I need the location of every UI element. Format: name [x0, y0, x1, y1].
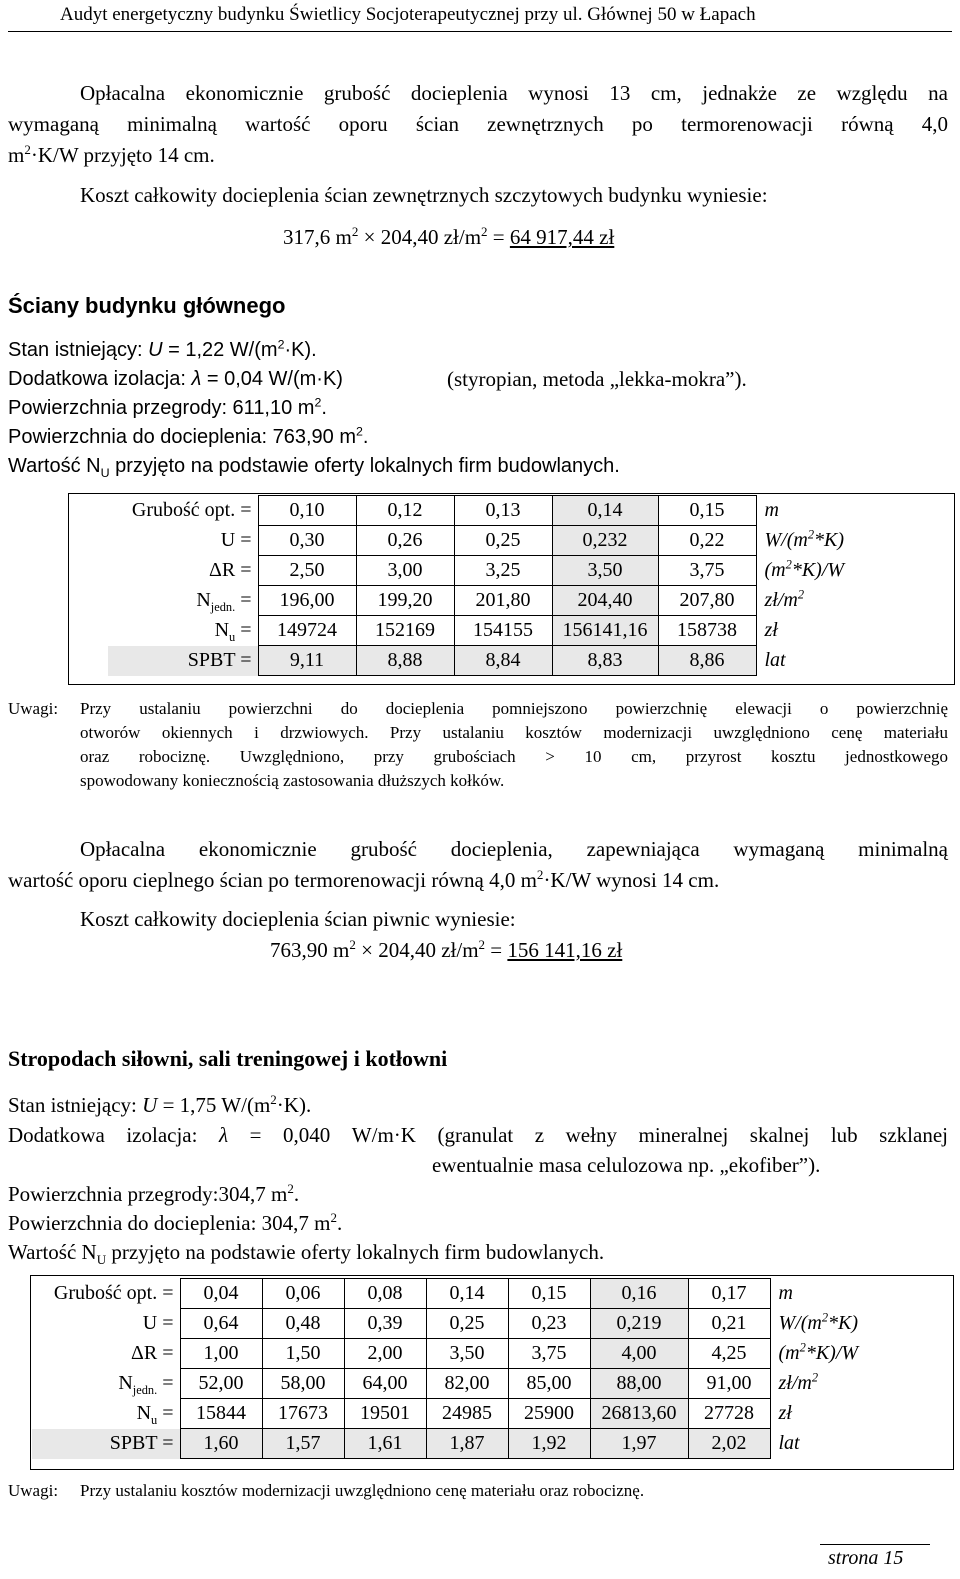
- table-cell: 0,16: [590, 1279, 688, 1309]
- row-unit: zł: [764, 619, 778, 641]
- table-cell: 0,25: [426, 1309, 508, 1339]
- table-cell: 204,40: [552, 586, 658, 616]
- insulation-method: (styropian, metoda „lekka-mokra”).: [447, 367, 747, 391]
- note-line: oraz robociznę. Uwzględniono, przy grubościach > 10 cm, przyrost kosztu jednostkowego: [80, 747, 948, 766]
- row-label: $N_u$ =: [136, 1402, 174, 1427]
- additional-insulation: Dodatkowa izolacja: λ = 0,04 W/(m·K): [8, 368, 343, 390]
- table-cell: 0,26: [356, 526, 454, 556]
- table-cell: 154155: [454, 616, 552, 646]
- table-cell: 0,23: [508, 1309, 590, 1339]
- table-cell: 3,75: [658, 556, 756, 586]
- table-cell: 207,80: [658, 586, 756, 616]
- table-cell: 149724: [258, 616, 356, 646]
- row-unit: lat: [778, 1432, 800, 1454]
- table-cell: 0,13: [454, 496, 552, 526]
- insulation-area: Powierzchnia do docieplenia: 763,90 $m^2$.: [8, 424, 369, 448]
- table-cell: 0,10: [258, 496, 356, 526]
- table-cell: 196,00: [258, 586, 356, 616]
- table-cell: 1,92: [508, 1429, 590, 1459]
- header-rule: [8, 31, 952, 32]
- table-cell: 1,97: [590, 1429, 688, 1459]
- table-cell: 0,14: [426, 1279, 508, 1309]
- note-label: Uwagi:: [8, 699, 59, 718]
- table-cell: 0,17: [688, 1279, 770, 1309]
- cost-formula: 317,6 $m^2 \times 204,40$ $zł/m^2 = 64$ 917,44 zł: [283, 224, 615, 249]
- section-heading: Stropodach siłowni, sali treningowej i kotłowni: [8, 1046, 448, 1071]
- table-cell: 0,06: [262, 1279, 344, 1309]
- table-row: [32, 1309, 880, 1339]
- paragraph-line: Koszt całkowity docieplenia ścian zewnętrznych szczytowych budynku wyniesie:: [80, 183, 768, 207]
- table-cell: 0,39: [344, 1309, 426, 1339]
- table-cell: 0,30: [258, 526, 356, 556]
- row-label: SPBT =: [32, 1429, 180, 1459]
- page-number: strona 15: [828, 1547, 904, 1569]
- table-cell: 52,00: [180, 1369, 262, 1399]
- table-cell: 64,00: [344, 1369, 426, 1399]
- thickness-table-walls: [108, 495, 872, 676]
- table-cell: 25900: [508, 1399, 590, 1429]
- row-label: $N_u$ =: [214, 619, 252, 644]
- table-cell: 156141,16: [552, 616, 658, 646]
- table-row: [108, 496, 872, 526]
- table-row: [108, 526, 872, 556]
- table-row: [32, 1429, 880, 1459]
- table-cell: 82,00: [426, 1369, 508, 1399]
- table-cell: 152169: [356, 616, 454, 646]
- note-line: Przy ustalaniu kosztów modernizacji uwzględniono cenę materiału oraz robociznę.: [80, 1481, 645, 1500]
- table-cell: 1,60: [180, 1429, 262, 1459]
- partition-area: Powierzchnia przegrody: 611,10 $m^2$.: [8, 395, 327, 419]
- table-cell: 1,50: [262, 1339, 344, 1369]
- table-cell: 4,00: [590, 1339, 688, 1369]
- table-cell: 3,25: [454, 556, 552, 586]
- table-cell: 9,11: [258, 646, 356, 676]
- table-row: [108, 586, 872, 616]
- table-cell: 0,14: [552, 496, 658, 526]
- insulation-area: Powierzchnia do docieplenia: 304,7 $m^2$.: [8, 1210, 343, 1235]
- paragraph-line: wartość oporu cieplnego ścian po termorenowacji równą 4,0 $m^2\cdot K/W$ wynosi 14 cm.: [8, 867, 720, 892]
- note-line: spowodowany koniecznością zastosowania dłuższych kołków.: [80, 771, 505, 790]
- table-cell: 27728: [688, 1399, 770, 1429]
- table-cell: 17673: [262, 1399, 344, 1429]
- table-cell: 0,232: [552, 526, 658, 556]
- row-unit: lat: [764, 649, 786, 671]
- table-cell: 3,00: [356, 556, 454, 586]
- table-cell: 1,87: [426, 1429, 508, 1459]
- table-cell: 1,00: [180, 1339, 262, 1369]
- row-label: U =: [142, 1312, 174, 1334]
- table-cell: 24985: [426, 1399, 508, 1429]
- row-unit: $W/(m^2*K)$: [778, 1310, 859, 1334]
- thickness-table-roof: [32, 1278, 880, 1459]
- note-label: Uwagi:: [8, 1481, 59, 1500]
- table-cell: 3,75: [508, 1339, 590, 1369]
- existing-state: Stan istniejący: U = 1,75 $W/(m^2\cdot K)$.: [8, 1092, 312, 1117]
- table-cell: 3,50: [426, 1339, 508, 1369]
- table-cell: 8,88: [356, 646, 454, 676]
- row-unit: $zł/m^2$: [764, 587, 805, 611]
- row-label: Grubość opt. =: [53, 1282, 174, 1304]
- table-cell: 2,02: [688, 1429, 770, 1459]
- table-cell: 0,12: [356, 496, 454, 526]
- table-cell: 0,64: [180, 1309, 262, 1339]
- table-cell: 0,219: [590, 1309, 688, 1339]
- table-cell: 158738: [658, 616, 756, 646]
- table-cell: 2,50: [258, 556, 356, 586]
- row-unit: $zł/m^2$: [778, 1370, 819, 1394]
- paragraph-line: $m^2\cdot K/W$ przyjęto 14 cm.: [8, 142, 215, 167]
- table-row: [108, 616, 872, 646]
- row-label: $N_{jedn.}$ =: [196, 589, 252, 614]
- table-cell: 19501: [344, 1399, 426, 1429]
- table-row: [32, 1339, 880, 1369]
- table-cell: 3,50: [552, 556, 658, 586]
- table-cell: 0,48: [262, 1309, 344, 1339]
- table-cell: 201,80: [454, 586, 552, 616]
- paragraph-line: Opłacalna ekonomicznie grubość docieplenia wynosi 13 cm, jednakże ze względu na: [80, 81, 948, 105]
- table-cell: 8,86: [658, 646, 756, 676]
- row-label: ΔR =: [131, 1342, 174, 1364]
- page-header: Audyt energetyczny budynku Świetlicy Socjoterapeutycznej przy ul. Głównej 50 w Łapach: [60, 4, 756, 25]
- table-cell: 4,25: [688, 1339, 770, 1369]
- table-cell: 199,20: [356, 586, 454, 616]
- table-cell: 15844: [180, 1399, 262, 1429]
- table-cell: 0,15: [658, 496, 756, 526]
- table-cell: 85,00: [508, 1369, 590, 1399]
- table-cell: 8,83: [552, 646, 658, 676]
- row-unit: m: [764, 499, 779, 521]
- table-cell: 0,21: [688, 1309, 770, 1339]
- table-row: [32, 1279, 880, 1309]
- table-cell: 1,57: [262, 1429, 344, 1459]
- table-cell: 1,61: [344, 1429, 426, 1459]
- table-cell: 26813,60: [590, 1399, 688, 1429]
- table-row: [108, 646, 872, 676]
- row-unit: $(m^2*K)/W$: [764, 557, 845, 581]
- cost-formula: 763,90 $m^2 \times 204,40$ $zł/m^2 = 156$ 141,16 zł: [270, 937, 623, 962]
- nu-note: Wartość $N_U$ przyjęto na podstawie oferty lokalnych firm budowlanych.: [8, 1240, 605, 1268]
- table-row: [32, 1369, 880, 1399]
- note-line: otworów okiennych i drzwiowych. Przy ustalaniu kosztów modernizacji uwzględniono cenę materiału: [80, 723, 948, 742]
- paragraph-line: Opłacalna ekonomicznie grubość docieplenia, zapewniająca wymaganą minimalną: [80, 837, 948, 861]
- section-heading: Ściany budynku głównego: [8, 293, 286, 318]
- table-cell: 91,00: [688, 1369, 770, 1399]
- existing-state: Stan istniejący: U = 1,22 $W/(m^2\cdot K)$.: [8, 337, 317, 361]
- footer-rule: [820, 1544, 930, 1545]
- table-cell: 58,00: [262, 1369, 344, 1399]
- table-cell: 0,25: [454, 526, 552, 556]
- table-cell: 0,04: [180, 1279, 262, 1309]
- paragraph-line: wymaganą minimalną wartość oporu ścian zewnętrznych po termorenowacji równą 4,0: [8, 112, 948, 136]
- row-label: ΔR =: [209, 559, 252, 581]
- nu-note: Wartość $N_U$ przyjęto na podstawie oferty lokalnych firm budowlanych.: [8, 455, 620, 480]
- table-cell: 88,00: [590, 1369, 688, 1399]
- row-unit: $W/(m^2*K)$: [764, 527, 845, 551]
- note-line: Przy ustalaniu powierzchni do docieplenia pomniejszono powierzchnię elewacji o powierzchnię: [80, 699, 948, 718]
- insulation-material: ewentualnie masa celulozowa np. „ekofiber”).: [432, 1153, 821, 1177]
- row-label: Grubość opt. =: [131, 499, 252, 521]
- table-cell: 8,84: [454, 646, 552, 676]
- paragraph-line: Koszt całkowity docieplenia ścian piwnic wyniesie:: [80, 907, 516, 931]
- table-cell: 0,22: [658, 526, 756, 556]
- table-row: [32, 1399, 880, 1429]
- table-row: [108, 556, 872, 586]
- row-unit: m: [778, 1282, 793, 1304]
- additional-insulation: Dodatkowa izolacja: λ = 0,040 W/m·K (granulat z wełny mineralnej skalnej lub szklanej: [8, 1123, 948, 1147]
- row-label: SPBT =: [108, 646, 258, 676]
- row-unit: zł: [778, 1402, 792, 1424]
- table-cell: 0,15: [508, 1279, 590, 1309]
- row-unit: $(m^2*K)/W$: [778, 1340, 859, 1364]
- row-label: $N_{jedn.}$ =: [118, 1372, 174, 1397]
- table-cell: 2,00: [344, 1339, 426, 1369]
- row-label: U =: [220, 529, 252, 551]
- table-cell: 0,08: [344, 1279, 426, 1309]
- partition-area: Powierzchnia przegrody:304,7 $m^2$.: [8, 1181, 300, 1206]
